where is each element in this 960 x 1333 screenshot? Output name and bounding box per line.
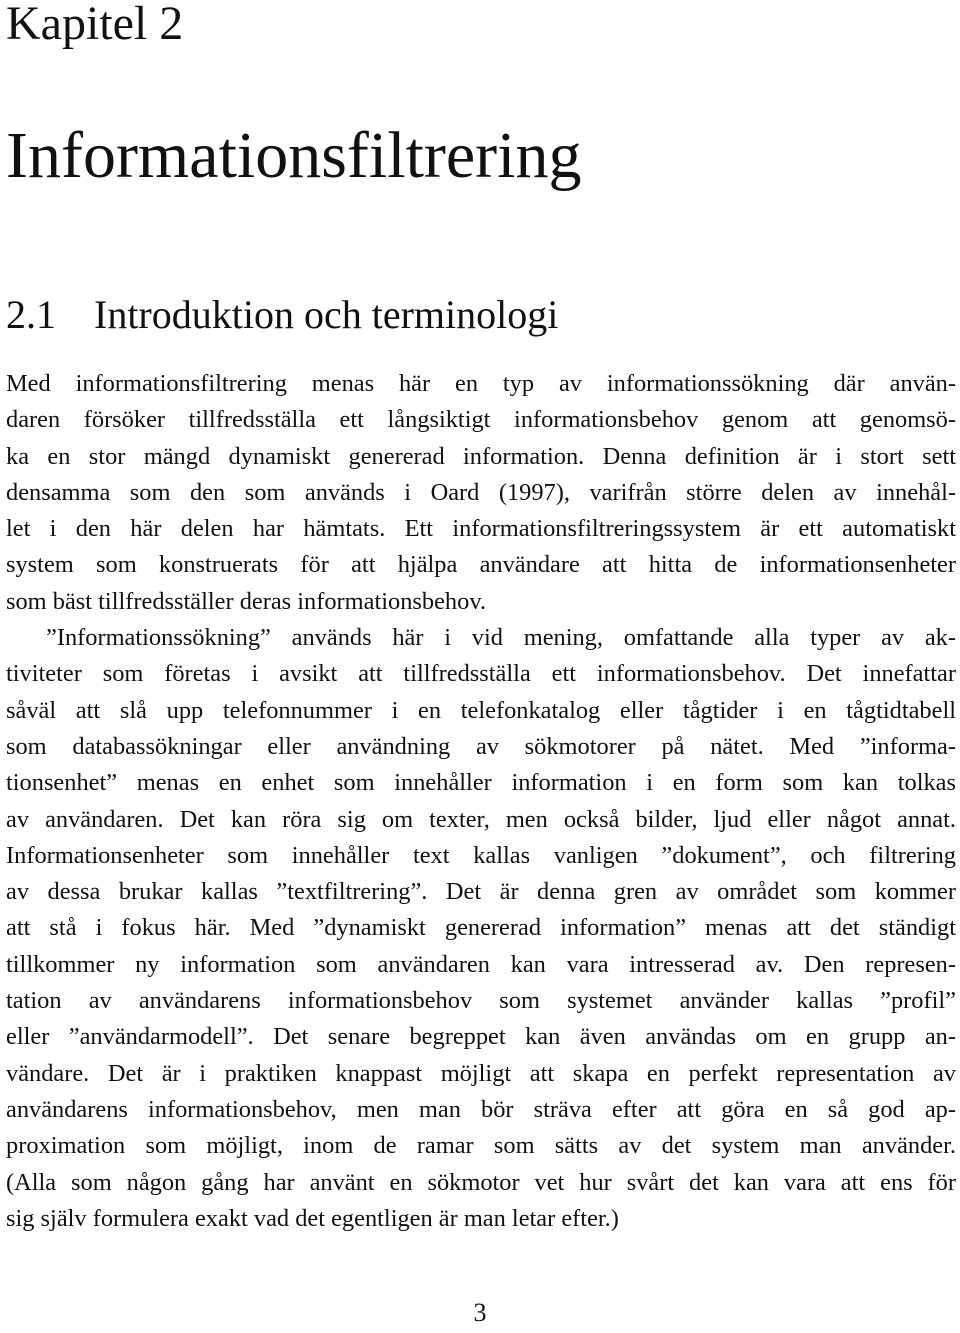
text-line: av användaren. Det kan röra sig om texter, men också bilder, ljud eller något annat.: [6, 805, 956, 833]
text-line: tiviteter som företas i avsikt att tillfredsställa ett informationsbehov. Det innefattar: [6, 660, 956, 688]
text-line: användarens informationsbehov, men man bör sträva efter att göra en så god ap-: [6, 1095, 956, 1123]
text-line: av dessa brukar kallas ”textfiltrering”. Det är denna gren av området som kommer: [6, 878, 956, 906]
section-title: Introduktion och terminologi: [94, 292, 559, 337]
text-line: som bäst tillfredsställer deras informationsbehov.: [6, 587, 487, 615]
text-line: tation av användarens informationsbehov som systemet använder kallas ”profil”: [6, 987, 956, 1015]
text-line: Informationsenheter som innehåller text kallas vanligen ”dokument”, och filtrering: [6, 841, 956, 869]
text-line: att stå i fokus här. Med ”dynamiskt genererad information” menas att det ständigt: [6, 914, 956, 942]
text-line: eller ”användarmodell”. Det senare begreppet kan även användas om en grupp an-: [6, 1023, 956, 1051]
section-heading: [6, 290, 558, 340]
text-line: sig själv formulera exakt vad det egentligen är man letar efter.): [6, 1204, 619, 1232]
text-line: proximation som möjligt, inom de ramar som sätts av det system man använder.: [6, 1132, 956, 1160]
text-line: densamma som den som används i Oard (1997), varifrån större delen av innehål-: [6, 478, 956, 506]
text-line: tionsenhet” menas en enhet som innehåller information i en form som kan tolkas: [6, 769, 956, 797]
text-line: system som konstruerats för att hjälpa användare att hitta de informationsenheter: [6, 551, 956, 579]
page-number: 3: [473, 1298, 487, 1327]
text-line: såväl att slå upp telefonnummer i en telefonkatalog eller tågtider i en tågtidtabell: [6, 696, 956, 724]
chapter-label: Kapitel 2: [6, 0, 184, 50]
text-line: vändare. Det är i praktiken knappast möjligt att skapa en perfekt representation av: [6, 1059, 956, 1087]
section-number: 2.1: [6, 292, 56, 337]
paragraph-1: [6, 366, 956, 620]
text-line: Med informationsfiltrering menas här en typ av informationssökning där använ-: [6, 370, 956, 397]
text-line: let i den här delen har hämtats. Ett informationsfiltreringssystem är ett automatiskt: [6, 515, 956, 543]
text-line: ka en stor mängd dynamiskt genererad information. Denna definition är i stort sett: [6, 442, 956, 470]
text-line: daren försöker tillfredsställa ett långsiktigt informationsbehov genom att genomsö-: [6, 406, 956, 434]
text-line: som databassökningar eller användning av sökmotorer på nätet. Med ”informa-: [6, 732, 956, 760]
text-line: (Alla som någon gång har använt en sökmotor vet hur svårt det kan vara att ens för: [6, 1168, 956, 1196]
chapter-title: Informationsfiltrering: [6, 119, 582, 192]
paragraph-2: [6, 620, 956, 1237]
text-line: tillkommer ny information som användaren kan vara intresserad av. Den represen-: [6, 950, 956, 978]
text-line: ”Informationssökning” används här i vid mening, omfattande alla typer av ak-: [46, 624, 956, 652]
body-text: [6, 366, 956, 1237]
